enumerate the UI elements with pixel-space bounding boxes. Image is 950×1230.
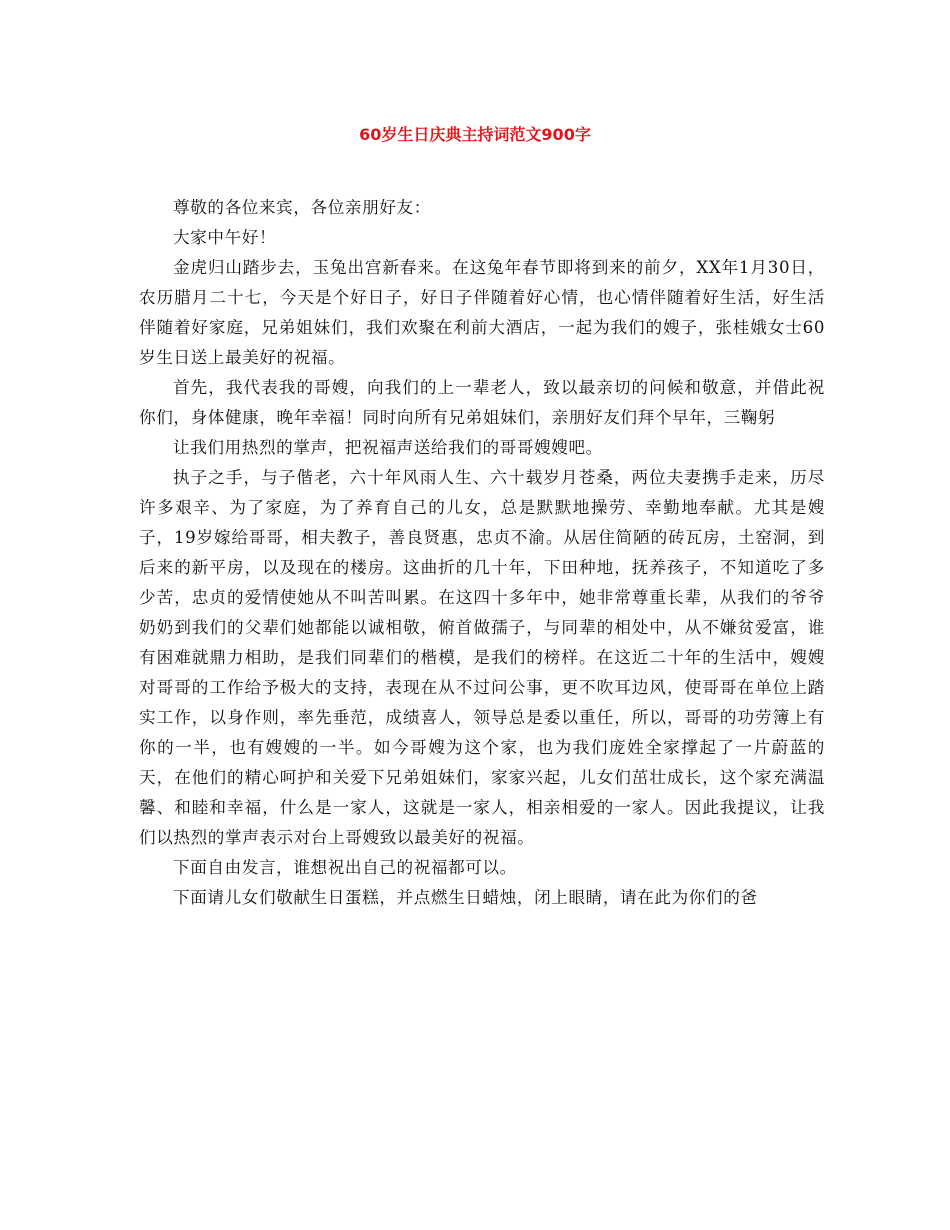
paragraph-respects: 首先，我代表我的哥嫂，向我们的上一辈老人，致以最亲切的问候和敬意，并借此祝你们，身体健康，晚年幸福！同时向所有兄弟姐妹们，亲朋好友们拜个早年，三鞠躬 bbox=[139, 378, 825, 427]
document-body bbox=[139, 193, 825, 913]
paragraph-tribute: 执子之手，与子偕老，六十年风雨人生、六十载岁月苍桑，两位夫妻携手走来，历尽许多艰辛、为了家庭，为了养育自己的儿女，总是默默地操劳、幸勤地奉献。尤其是嫂子，19岁嫁给哥哥，相夫教子，善良贤惠，忠贞不渝。从居住简陋的砖瓦房，土窑洞，到后来的新平房，以及现在的楼房。这曲折的几十年，下田种地，抚养孩子，不知道吃了多少苦，忠贞的爱情使她从不叫苦叫累。在这四十多年中，她非常尊重长辈，从我们的爷爷奶奶到我们的父辈们她都能以诚相敬，俯首做孺子，与同辈的相处中，从不嫌贫爱富，谁有困难就鼎力相助，是我们同辈们的楷模，是我们的榜样。在这近二十年的生活中，嫂嫂对哥哥的工作给予极大的支持，表现在从不过问公事，更不吹耳边风，使哥哥在单位上踏实工作，以身作则，率先垂范，成绩喜人，领导总是委以重任，所以，哥哥的功劳簿上有你的一半，也有嫂嫂的一半。如今哥嫂为这个家，也为我们庞姓全家撑起了一片蔚蓝的天，在他们的精心呵护和关爱下兄弟姐妹们，家家兴起，儿女们茁壮成长，这个家充满温馨、和睦和幸福，什么是一家人，这就是一家人，相亲相爱的一家人。因此我提议，让我们以热烈的掌声表示对台上哥嫂致以最美好的祝福。 bbox=[139, 468, 825, 847]
paragraph-free-speech: 下面自由发言，谁想祝出自己的祝福都可以。 bbox=[173, 858, 517, 877]
paragraph-good-noon: 大家中午好！ bbox=[173, 228, 277, 247]
document-title: 60岁生日庆典主持词范文900字 bbox=[359, 125, 591, 144]
paragraph-greeting: 尊敬的各位来宾，各位亲朋好友： bbox=[173, 198, 431, 217]
paragraph-applause: 让我们用热烈的掌声，把祝福声送给我们的哥哥嫂嫂吧。 bbox=[173, 438, 603, 457]
paragraph-opening: 金虎归山踏步去，玉兔出宫新春来。在这兔年春节即将到来的前夕，XX年1月30日，农历腊月二十七，今天是个好日子，好日子伴随着好心情，也心情伴随着好生活，好生活伴随着好家庭，兄弟姐妹们，我们欢聚在利前大酒店，一起为我们的嫂子，张桂娥女士60岁生日送上最美好的祝福。 bbox=[139, 258, 825, 367]
paragraph-cake: 下面请儿女们敬献生日蛋糕，并点燃生日蜡烛，闭上眼睛，请在此为你们的爸 bbox=[173, 888, 758, 907]
